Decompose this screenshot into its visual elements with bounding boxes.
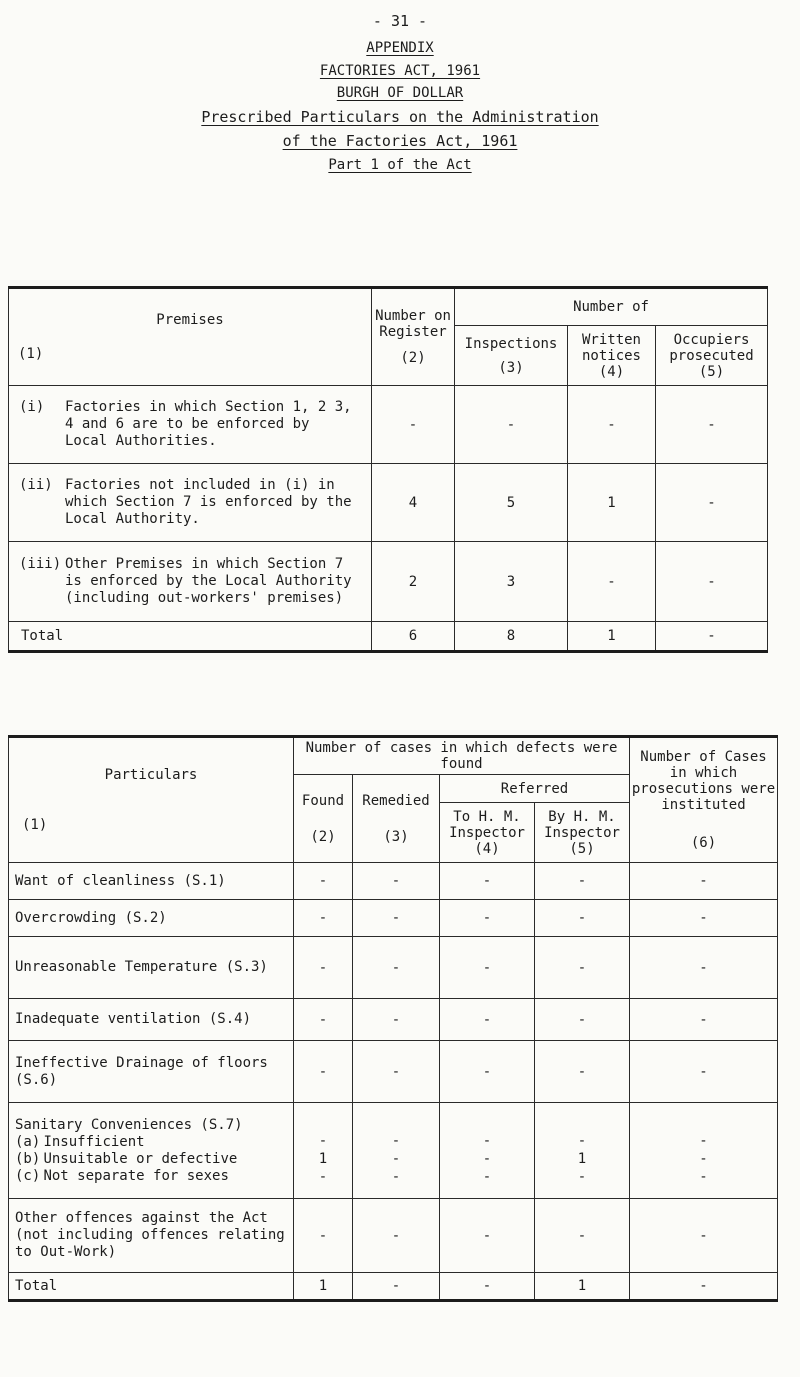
title-line-2-text: of the Factories Act, 1961 (282, 132, 518, 150)
to-hm-cell: - (440, 1041, 535, 1103)
to-hm-c: - (482, 1169, 492, 1185)
remedied-a: - (391, 1133, 401, 1149)
pros-c: - (699, 1169, 708, 1185)
found-cell: - (294, 937, 353, 999)
remedied-cell (353, 1103, 440, 1199)
inspections-total: 8 (455, 622, 568, 652)
written-header (568, 326, 656, 386)
sanitary-sub-a (15, 1134, 287, 1151)
found-cell: - (294, 900, 353, 937)
found-header (294, 775, 353, 863)
particulars-header (9, 737, 294, 863)
row-number: (ii) (19, 477, 53, 493)
inspections-cell: 5 (455, 464, 568, 542)
occupiers-cell: - (656, 464, 768, 542)
remedied-cell: - (353, 1199, 440, 1273)
to-hm-cell (440, 1103, 535, 1199)
occupiers-cell: - (656, 386, 768, 464)
premises-text: Factories in which Section 1, 2 3, 4 and 6 are to be enforced by Local Authorities. (65, 399, 352, 449)
found-cell: - (294, 1199, 353, 1273)
written-cell: - (568, 542, 656, 622)
table-row (9, 542, 768, 622)
particulars-cell: Overcrowding (S.2) (9, 900, 294, 937)
by-hm-total: 1 (535, 1273, 630, 1301)
title-line-2 (0, 132, 800, 150)
by-hm-header (535, 803, 630, 863)
sanitary-cell (9, 1103, 294, 1199)
table-row (9, 863, 778, 900)
remedied-cell: - (353, 900, 440, 937)
found-cell: - (294, 863, 353, 900)
remedied-total: - (353, 1273, 440, 1301)
written-cell: - (568, 386, 656, 464)
by-hm-cell: - (535, 1199, 630, 1273)
register-cell: 2 (372, 542, 455, 622)
table-row (9, 1041, 778, 1103)
by-hm-a: - (577, 1133, 587, 1149)
by-hm-b: 1 (577, 1151, 587, 1167)
found-label: Found (301, 792, 345, 809)
table-row (9, 386, 768, 464)
premises-label: Premises (156, 312, 224, 328)
to-hm-cell: - (440, 1199, 535, 1273)
remedied-cell: - (353, 1041, 440, 1103)
found-cell: - (294, 999, 353, 1041)
by-hm-col-num: (5) (569, 840, 595, 857)
remedied-cell: - (353, 999, 440, 1041)
found-a: - (318, 1133, 328, 1149)
total-label: Total (9, 1273, 294, 1301)
sub-label: Unsuitable or defective (43, 1150, 238, 1167)
sanitary-sub-c (15, 1168, 287, 1185)
total-row (9, 1273, 778, 1301)
row-number: (iii) (19, 556, 62, 572)
remedied-col-num: (3) (383, 828, 409, 845)
by-hm-cell: - (535, 863, 630, 900)
particulars-col-num: (1) (22, 817, 48, 833)
to-hm-cell: - (440, 937, 535, 999)
premises-cell (9, 464, 372, 542)
to-hm-header (440, 803, 535, 863)
premises-table (8, 286, 768, 653)
act-text: FACTORIES ACT, 1961 (319, 63, 481, 79)
page-number: - 31 - (372, 12, 428, 30)
prosecutions-cell: - (630, 937, 778, 999)
sub-key: (a) (15, 1133, 41, 1150)
to-hm-cell: - (440, 999, 535, 1041)
register-col-num: (2) (400, 350, 426, 366)
found-total: 1 (294, 1273, 353, 1301)
written-cell: 1 (568, 464, 656, 542)
inspections-header (455, 326, 568, 386)
remedied-b: - (391, 1151, 401, 1167)
prosecutions-cell: - (630, 1199, 778, 1273)
found-cell (294, 1103, 353, 1199)
prosecutions-cell: - (630, 900, 778, 937)
defects-header: Number of cases in which defects were found (294, 737, 630, 775)
appendix-text: APPENDIX (366, 40, 434, 56)
inspections-col-num: (3) (498, 359, 524, 376)
occupiers-total: - (656, 622, 768, 652)
act-heading (0, 63, 800, 79)
written-col-num: (4) (598, 363, 625, 380)
table-row (9, 900, 778, 937)
found-col-num: (2) (310, 828, 336, 845)
particulars-cell: Want of cleanliness (S.1) (9, 863, 294, 900)
pros-a: - (699, 1133, 708, 1149)
by-hm-cell: - (535, 900, 630, 937)
occupiers-label: Occupiers prosecuted (669, 331, 754, 364)
number-of-header: Number of (455, 288, 768, 326)
remedied-cell: - (353, 863, 440, 900)
remedied-header (353, 775, 440, 863)
found-cell: - (294, 1041, 353, 1103)
occupiers-header (656, 326, 768, 386)
particulars-cell: Ineffective Drainage of floors (S.6) (9, 1041, 294, 1103)
sanitary-label: Sanitary Conveniences (S.7) (15, 1116, 243, 1133)
table-row (9, 999, 778, 1041)
prosecutions-total: - (630, 1273, 778, 1301)
prosecutions-cell: - (630, 999, 778, 1041)
table-row (9, 1199, 778, 1273)
premises-cell (9, 542, 372, 622)
particulars-cell: Inadequate ventilation (S.4) (9, 999, 294, 1041)
burgh-heading (0, 85, 800, 101)
particulars-cell: Other offences against the Act (not including offences relating to Out-Work) (9, 1199, 294, 1273)
found-c: - (318, 1169, 328, 1185)
sub-key: (b) (15, 1150, 41, 1167)
by-hm-cell: - (535, 1041, 630, 1103)
occupiers-col-num: (5) (698, 363, 725, 380)
by-hm-cell: - (535, 937, 630, 999)
prosecutions-col-num: (6) (690, 835, 717, 851)
sub-label: Insufficient (43, 1133, 145, 1150)
premises-header (9, 288, 372, 386)
particulars-label: Particulars (104, 767, 198, 783)
row-number: (i) (19, 399, 45, 415)
by-hm-label: By H. M. Inspector (544, 808, 620, 841)
prosecutions-cell: - (630, 863, 778, 900)
register-cell: - (372, 386, 455, 464)
inspections-label: Inspections (464, 335, 558, 352)
to-hm-total: - (440, 1273, 535, 1301)
table-row (9, 937, 778, 999)
prosecutions-cell (630, 1103, 778, 1199)
found-b: 1 (318, 1151, 328, 1167)
premises-col-num: (1) (18, 346, 44, 362)
written-label: Written notices (581, 331, 641, 364)
register-label: Number on Register (375, 308, 451, 340)
inspections-cell: - (455, 386, 568, 464)
premises-cell (9, 386, 372, 464)
by-hm-cell (535, 1103, 630, 1199)
sub-key: (c) (15, 1167, 41, 1184)
register-total: 6 (372, 622, 455, 652)
burgh-text: BURGH OF DOLLAR (336, 85, 464, 101)
sanitary-sub-b (15, 1151, 287, 1168)
remedied-c: - (391, 1169, 401, 1185)
to-hm-label: To H. M. Inspector (449, 808, 525, 841)
remedied-cell: - (353, 937, 440, 999)
referred-header: Referred (440, 775, 630, 803)
total-label: Total (9, 622, 372, 652)
to-hm-cell: - (440, 863, 535, 900)
inspections-cell: 3 (455, 542, 568, 622)
pros-b: - (699, 1151, 708, 1167)
table-row (9, 464, 768, 542)
by-hm-c: - (577, 1169, 587, 1185)
occupiers-cell: - (656, 542, 768, 622)
premises-text: Other Premises in which Section 7 is enforced by the Local Authority (including out-workers' premises) (65, 556, 352, 606)
to-hm-b: - (482, 1151, 492, 1167)
appendix-heading (0, 40, 800, 56)
prosecutions-label: Number of Cases in which prosecutions were instituted (631, 749, 776, 813)
total-row (9, 622, 768, 652)
by-hm-cell: - (535, 999, 630, 1041)
remedied-label: Remedied (362, 792, 430, 809)
register-cell: 4 (372, 464, 455, 542)
premises-text: Factories not included in (i) in which Section 7 is enforced by the Local Authority. (65, 477, 352, 527)
written-total: 1 (568, 622, 656, 652)
title-line-1-text: Prescribed Particulars on the Administration (201, 108, 599, 126)
table-row (9, 1103, 778, 1199)
to-hm-col-num: (4) (474, 840, 500, 857)
register-header (372, 288, 455, 386)
part-text: Part 1 of the Act (328, 157, 472, 173)
defects-table (8, 735, 778, 1302)
to-hm-a: - (482, 1133, 492, 1149)
particulars-cell: Unreasonable Temperature (S.3) (9, 937, 294, 999)
part-heading (0, 157, 800, 173)
sub-label: Not separate for sexes (43, 1167, 229, 1184)
prosecutions-header (630, 737, 778, 863)
prosecutions-cell: - (630, 1041, 778, 1103)
to-hm-cell: - (440, 900, 535, 937)
title-line-1 (0, 108, 800, 126)
